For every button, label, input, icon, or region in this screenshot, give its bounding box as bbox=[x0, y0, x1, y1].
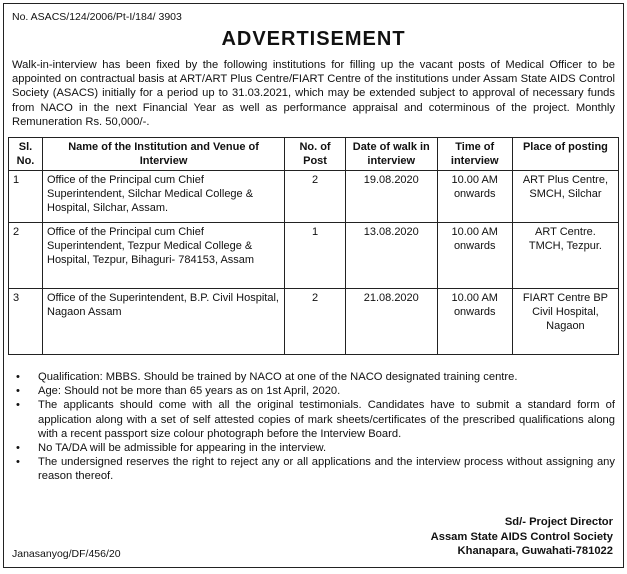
cell-place-of-posting: ART Plus Centre, SMCH, Silchar bbox=[512, 171, 618, 223]
signature-block bbox=[431, 515, 613, 559]
header-interview-time: Time of interview bbox=[437, 138, 512, 171]
cell-interview-date: 21.08.2020 bbox=[345, 289, 437, 355]
list-item bbox=[8, 441, 615, 455]
bullet-icon: • bbox=[16, 385, 20, 398]
bullet-icon: • bbox=[16, 442, 20, 455]
cell-institution: Office of the Superintendent, B.P. Civil Hospital, Nagaon Assam bbox=[43, 289, 285, 355]
reference-number: No. ASACS/124/2006/Pt-I/184/ 3903 bbox=[12, 11, 182, 23]
list-item bbox=[8, 398, 615, 441]
condition-text: The undersigned reserves the right to reject any or all applications and the interview process without assigning any reason thereof. bbox=[38, 456, 615, 483]
table-header-row bbox=[9, 138, 619, 171]
bullet-icon: • bbox=[16, 456, 20, 469]
cell-no-of-post: 2 bbox=[285, 171, 346, 223]
publication-reference: Janasanyog/DF/456/20 bbox=[12, 548, 121, 560]
condition-text: Qualification: MBBS. Should be trained by NACO at one of the NACO designated training centre. bbox=[38, 371, 518, 383]
table-row bbox=[9, 171, 619, 223]
cell-sl-no: 3 bbox=[9, 289, 43, 355]
header-interview-date: Date of walk in interview bbox=[345, 138, 437, 171]
list-item bbox=[8, 384, 615, 398]
condition-text: No TA/DA will be admissible for appearing in the interview. bbox=[38, 442, 327, 455]
condition-text: The applicants should come with all the original testimonials. Candidates have to submit a standard form of application along with a set of self attested copies of mark sheets/certificates of the prescribed qualifications along with a recent passport size colour photograph before the Interview Board. bbox=[38, 399, 615, 440]
signatory-title: Sd/- Project Director bbox=[504, 516, 613, 528]
list-item bbox=[8, 370, 615, 384]
cell-institution: Office of the Principal cum Chief Superintendent, Silchar Medical College & Hospital, Silchar, Assam. bbox=[43, 171, 285, 223]
cell-interview-date: 19.08.2020 bbox=[345, 171, 437, 223]
header-sl-no: Sl. No. bbox=[9, 138, 43, 171]
vacancy-table bbox=[8, 137, 619, 355]
cell-no-of-post: 2 bbox=[285, 289, 346, 355]
cell-sl-no: 2 bbox=[9, 223, 43, 289]
table-row bbox=[9, 289, 619, 355]
signatory-organization: Assam State AIDS Control Society bbox=[430, 530, 613, 543]
header-no-of-post: No. of Post bbox=[285, 138, 346, 171]
cell-interview-time: 10.00 AM onwards bbox=[437, 289, 512, 355]
conditions-list bbox=[8, 370, 615, 484]
header-place-of-posting: Place of posting bbox=[512, 138, 618, 171]
intro-paragraph: Walk-in-interview has been fixed by the following institutions for filling up the vacant posts of Medical Officer to be appointed on contractual basis at ART/ART Plus Centre/FIART Centre of the institutions under Assam State AIDS Control Society (ASACS) initially for a period up to 31.03.2021, which may be extended subject to approval of necessary funds from NACO in the next Financial Year as well as performance appraisal and coterminous of the project. Monthly Remuneration Rs. 50,000/-. bbox=[12, 59, 615, 128]
header-institution: Name of the Institution and Venue of Interview bbox=[43, 138, 285, 171]
table-row bbox=[9, 223, 619, 289]
cell-sl-no: 1 bbox=[9, 171, 43, 223]
cell-no-of-post: 1 bbox=[285, 223, 346, 289]
cell-interview-time: 10.00 AM onwards bbox=[437, 171, 512, 223]
list-item bbox=[8, 455, 615, 483]
cell-interview-time: 10.00 AM onwards bbox=[437, 223, 512, 289]
condition-text: Age: Should not be more than 65 years as on 1st April, 2020. bbox=[38, 385, 341, 398]
cell-interview-date: 13.08.2020 bbox=[345, 223, 437, 289]
bullet-icon: • bbox=[16, 399, 20, 412]
advertisement-page bbox=[3, 3, 624, 568]
cell-place-of-posting: FIART Centre BP Civil Hospital, Nagaon bbox=[512, 289, 618, 355]
cell-place-of-posting: ART Centre. TMCH, Tezpur. bbox=[512, 223, 618, 289]
cell-institution: Office of the Principal cum Chief Superintendent, Tezpur Medical College & Hospital, Tezpur, Bihaguri- 784153, Assam bbox=[43, 223, 285, 289]
page-title: ADVERTISEMENT bbox=[221, 28, 406, 50]
signatory-address: Khanapara, Guwahati-781022 bbox=[457, 545, 613, 557]
bullet-icon: • bbox=[16, 371, 20, 383]
